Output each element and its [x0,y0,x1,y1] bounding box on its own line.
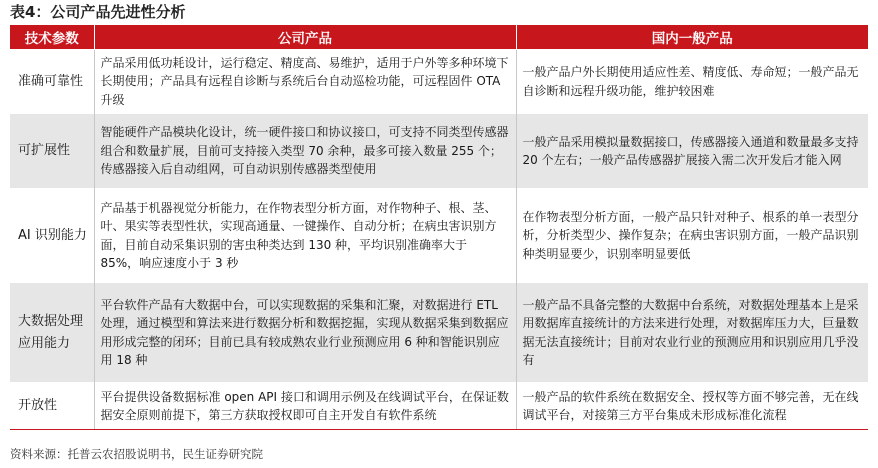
param-cell: 大数据处理应用能力 [10,283,94,383]
general-cell: 一般产品不具备完整的大数据中台系统，对数据处理基本上是采用数据库直接统计的方法来进行处理，对数据库压力大，巨量数据无法直接统计；目前对农业行业的预测应用和识别应用几乎没有 [516,283,868,383]
table-row [10,50,868,114]
header-general: 国内一般产品 [516,25,868,50]
source-note: 资料来源：托普云农招股说明书，民生证券研究院 [10,447,263,461]
company-cell: 智能硬件产品模块化设计，统一硬件接口和协议接口，可支持不同类型传感器组合和数量扩展，目前可支持接入类型 70 余种，最多可接入数量 255 个；传感器接入后自动组网，可自动识别传感器类型使用 [94,114,516,189]
param-cell: 开放性 [10,383,94,430]
company-cell: 产品基于机器视觉分析能力，在作物表型分析方面，对作物种子、根、茎、叶、果实等表型性状，实现高通量、一键操作、自动分析；在病虫害识别方面，目前自动采集识别的害虫种类达到 130 种，平均识别准确率大于 85%，响应速度小于 3 秒 [94,189,516,283]
table-row [10,383,868,430]
company-cell: 平台软件产品有大数据中台，可以实现数据的采集和汇聚，对数据进行 ETL 处理，通过模型和算法来进行数据分析和数据挖掘，实现从数据采集到数据应用形成完整的闭环；目前已具有较成熟农业行业预测应用 6 种和智能识别应用 18 种 [94,283,516,383]
general-cell: 一般产品采用模拟量数据接口，传感器接入通道和数量最多支持 20 个左右；一般产品传感器扩展接入需二次开发后才能入网 [516,114,868,189]
header-row [10,25,868,50]
table-row [10,189,868,283]
table-row [10,114,868,189]
param-cell: 可扩展性 [10,114,94,189]
header-param: 技术参数 [10,25,94,50]
company-cell: 产品采用低功耗设计，运行稳定、精度高、易维护，适用于户外等多种环境下长期使用；产品具有远程自诊断与系统后台自动巡检功能，可远程固件 OTA 升级 [94,50,516,114]
param-cell: AI 识别能力 [10,189,94,283]
general-cell: 一般产品的软件系统在数据安全、授权等方面不够完善，无在线调试平台，对接第三方平台集成未形成标准化流程 [516,383,868,430]
table-title: 表4：公司产品先进性分析 [10,3,186,21]
param-cell: 准确可靠性 [10,50,94,114]
general-cell: 一般产品户外长期使用适应性差、精度低、寿命短；一般产品无自诊断和远程升级功能，维护较困难 [516,50,868,114]
header-company: 公司产品 [94,25,516,50]
table-row [10,283,868,383]
company-cell: 平台提供设备数据标准 open API 接口和调用示例及在线调试平台，在保证数据安全原则前提下，第三方获取授权即可自主开发自有软件系统 [94,383,516,430]
general-cell: 在作物表型分析方面，一般产品只针对种子、根系的单一表型分析，分析类型少、操作复杂；在病虫害识别方面，一般产品识别种类明显要少，识别率明显要低 [516,189,868,283]
comparison-table [10,25,868,430]
